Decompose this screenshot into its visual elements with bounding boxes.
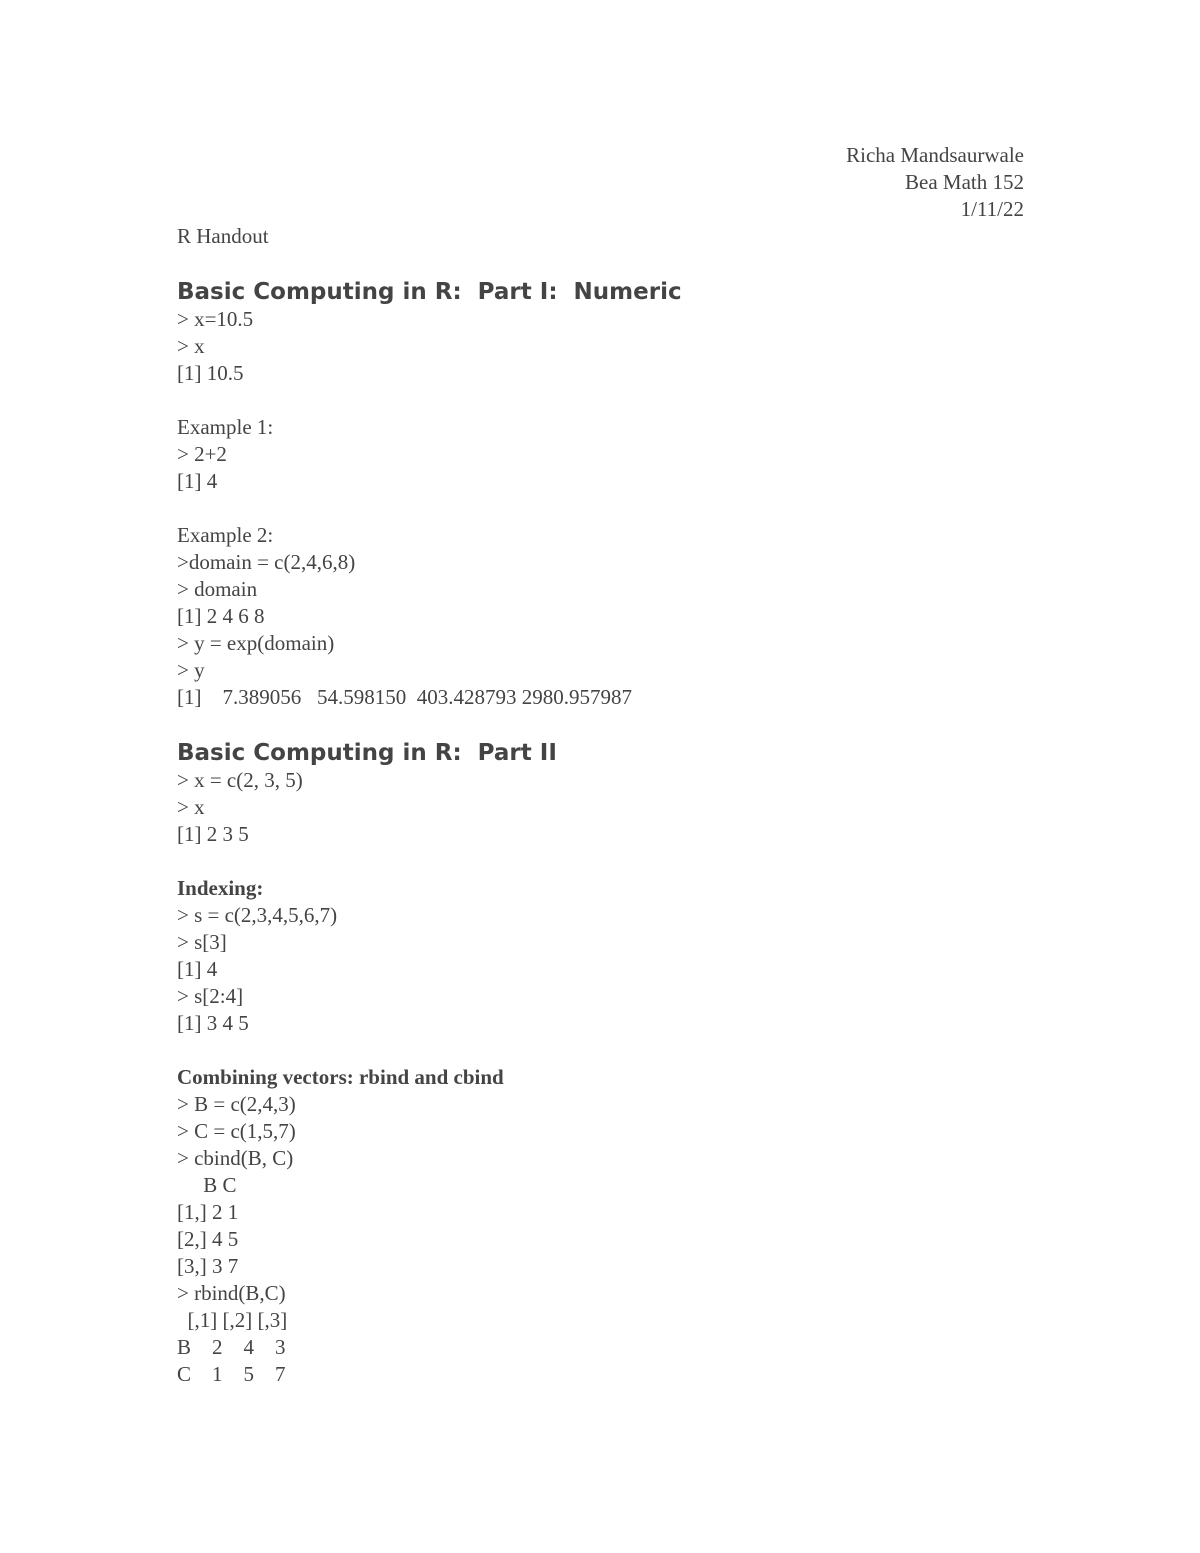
- spacer: [177, 387, 1077, 414]
- spacer: [177, 711, 1077, 738]
- code-line: > s[3]: [177, 930, 227, 954]
- code-line: > domain: [177, 577, 258, 601]
- indexing-label: Indexing:: [177, 876, 264, 900]
- example-1-label: Example 1:: [177, 415, 274, 439]
- code-line: > y: [177, 658, 205, 682]
- code-line: > B = c(2,4,3): [177, 1092, 296, 1116]
- code-line: [2,] 4 5: [177, 1227, 239, 1251]
- code-line: [1] 10.5: [177, 361, 244, 385]
- code-line: [1] 4: [177, 469, 218, 493]
- code-line: > s[2:4]: [177, 984, 244, 1008]
- combining-vectors-label: Combining vectors: rbind and cbind: [177, 1065, 504, 1089]
- code-line: >domain = c(2,4,6,8): [177, 550, 356, 574]
- code-line: C 1 5 7: [177, 1362, 286, 1386]
- code-line: > cbind(B, C): [177, 1146, 294, 1170]
- document-header: [846, 142, 1024, 223]
- code-line: B C: [177, 1173, 237, 1197]
- code-line: [1] 7.389056 54.598150 403.428793 2980.957987: [177, 685, 632, 709]
- code-line: [1] 2 3 5: [177, 822, 249, 846]
- code-line: > C = c(1,5,7): [177, 1119, 296, 1143]
- code-line: > s = c(2,3,4,5,6,7): [177, 903, 338, 927]
- author-name: Richa Mandsaurwale: [846, 143, 1024, 167]
- spacer: [177, 250, 1077, 277]
- code-line: > 2+2: [177, 442, 227, 466]
- section-heading-part-1: Basic Computing in R: Part I: Numeric: [177, 279, 682, 305]
- spacer: [177, 848, 1077, 875]
- code-line: > x: [177, 795, 205, 819]
- code-line: > y = exp(domain): [177, 631, 335, 655]
- document-body: [177, 223, 1077, 1388]
- code-line: [1] 3 4 5: [177, 1011, 249, 1035]
- spacer: [177, 495, 1077, 522]
- code-line: > x: [177, 334, 205, 358]
- document-title: R Handout: [177, 224, 269, 248]
- document-date: 1/11/22: [960, 197, 1024, 221]
- section-heading-part-2: Basic Computing in R: Part II: [177, 740, 557, 766]
- code-line: [1] 2 4 6 8: [177, 604, 265, 628]
- spacer: [177, 1037, 1077, 1064]
- code-line: [1,] 2 1: [177, 1200, 239, 1224]
- example-2-label: Example 2:: [177, 523, 274, 547]
- code-line: [3,] 3 7: [177, 1254, 239, 1278]
- code-line: > rbind(B,C): [177, 1281, 286, 1305]
- code-line: > x = c(2, 3, 5): [177, 768, 303, 792]
- code-line: [,1] [,2] [,3]: [177, 1308, 288, 1332]
- code-line: > x=10.5: [177, 307, 254, 331]
- code-line: [1] 4: [177, 957, 218, 981]
- code-line: B 2 4 3: [177, 1335, 286, 1359]
- course-name: Bea Math 152: [905, 170, 1024, 194]
